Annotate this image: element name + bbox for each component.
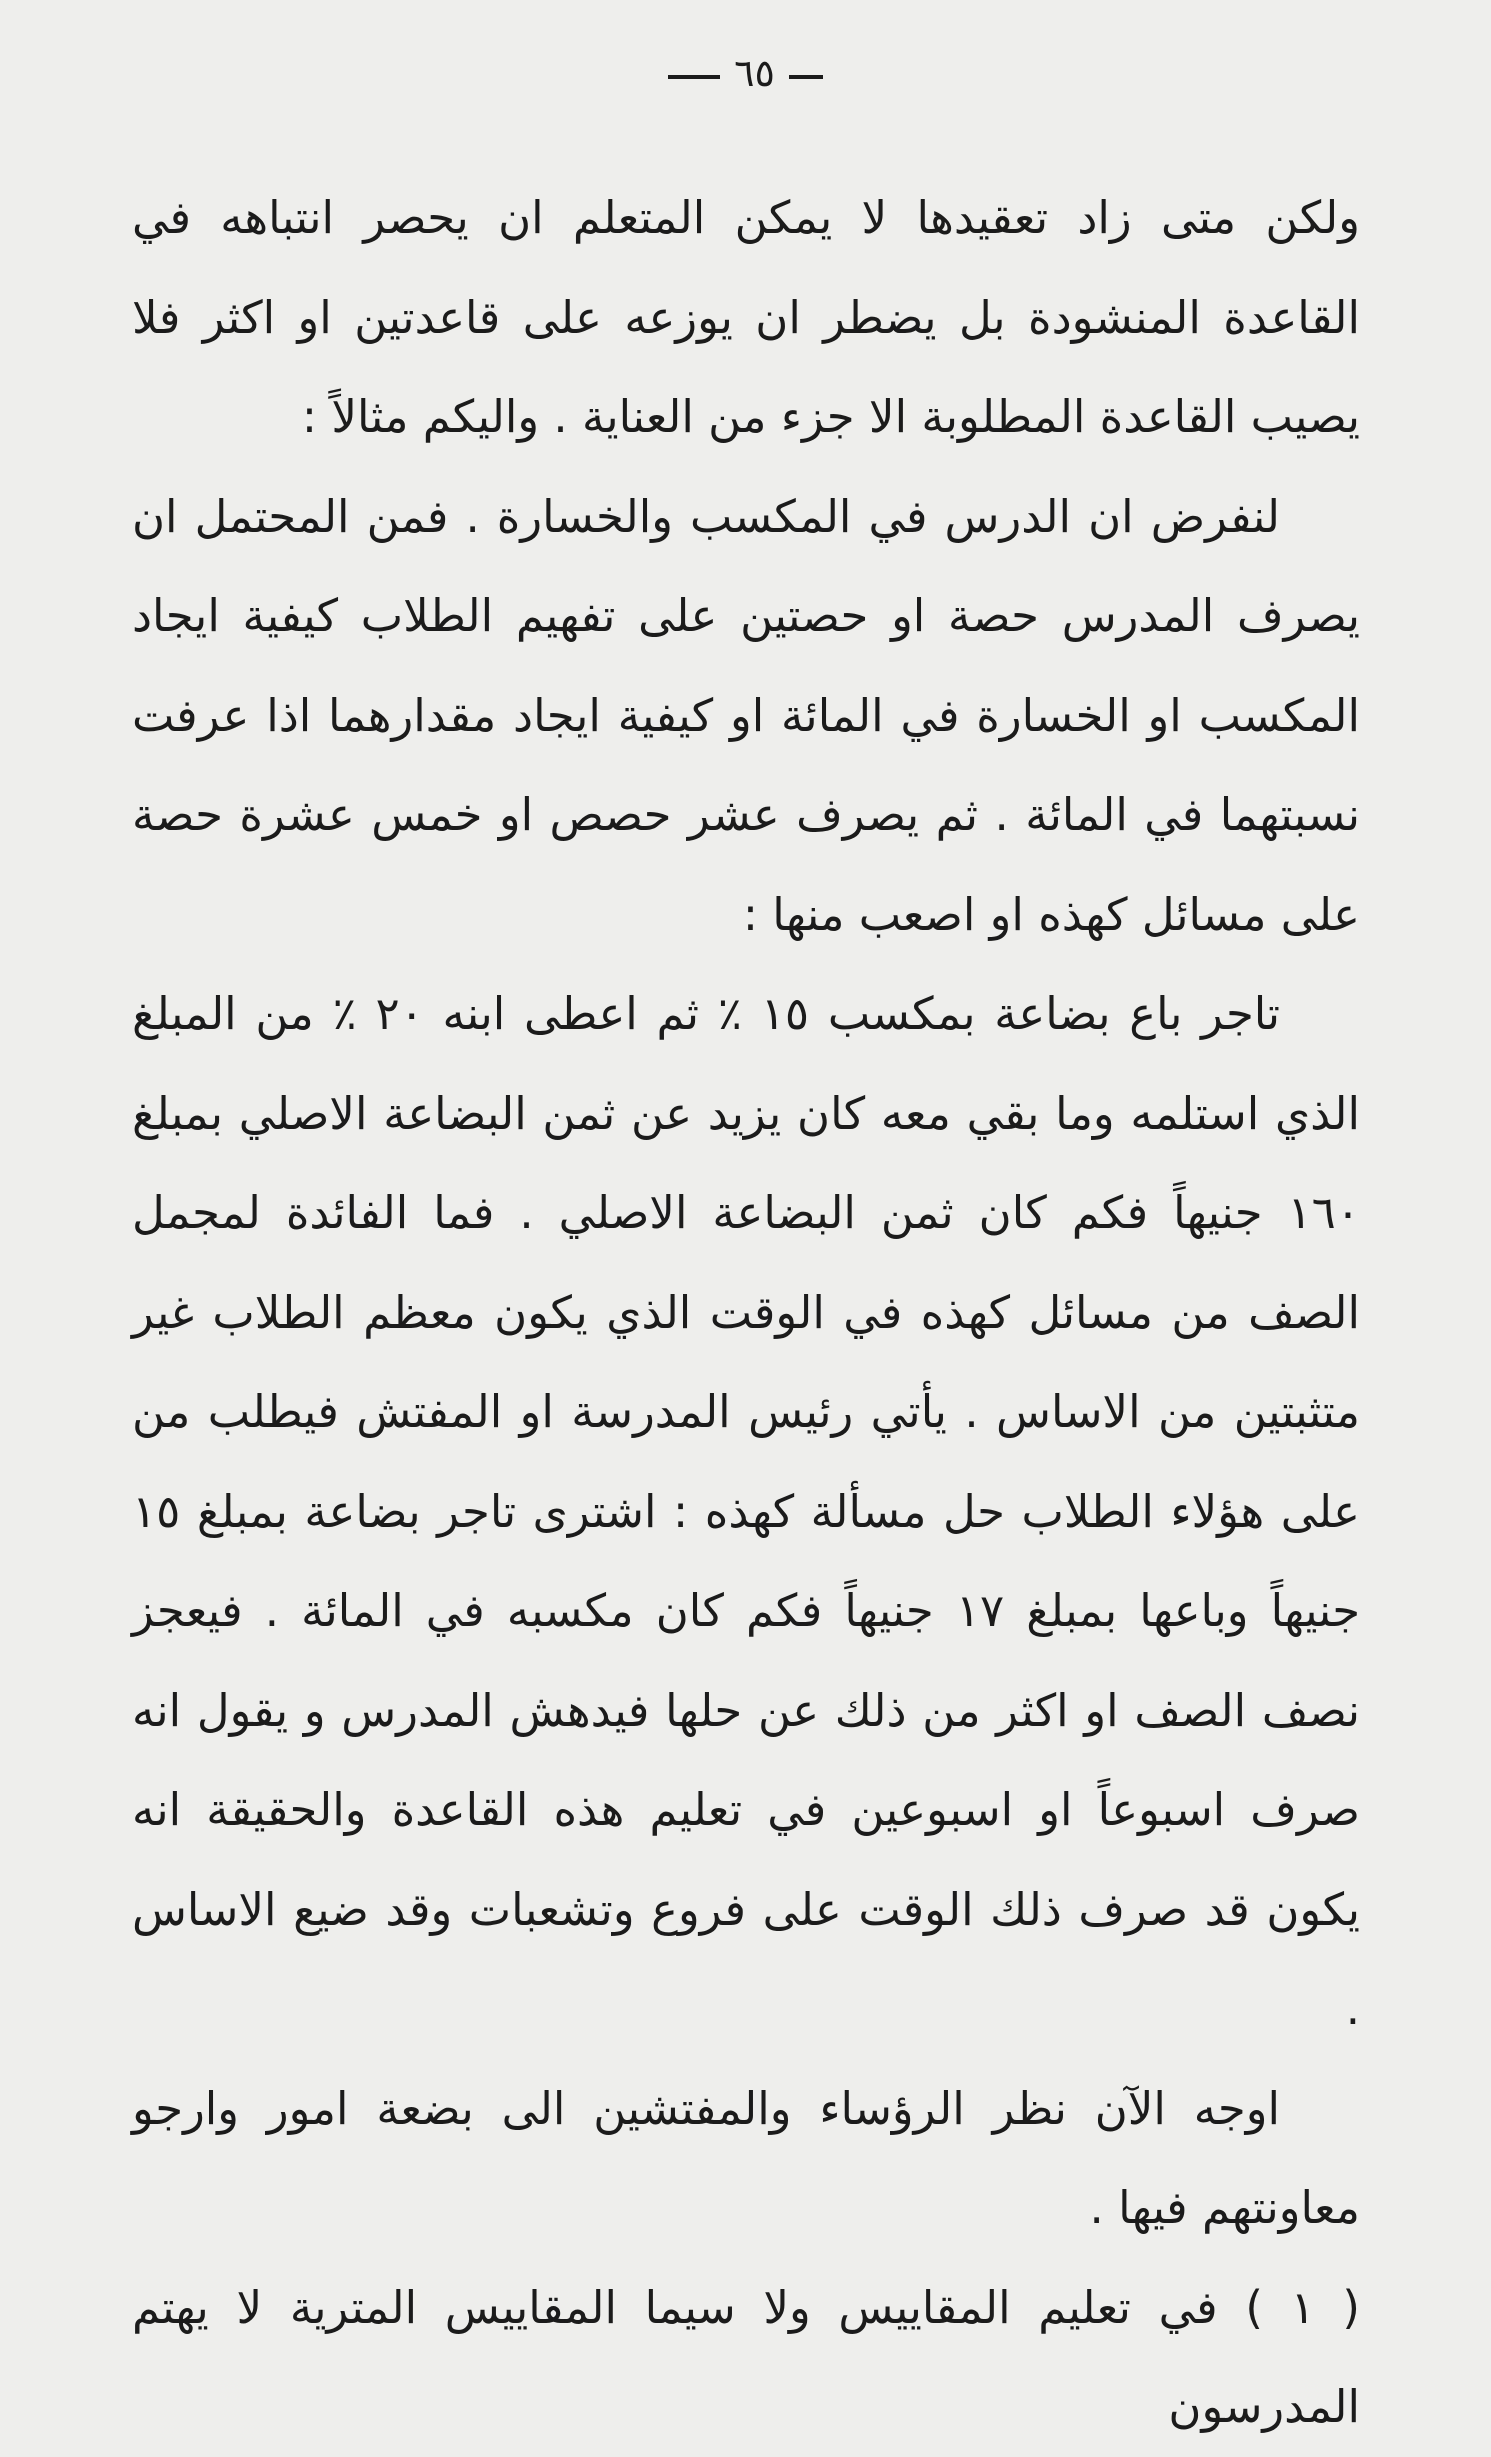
page-number <box>0 48 1491 98</box>
page-number-dash <box>668 75 720 79</box>
paragraph: ولكن متى زاد تعقيدها لا يمكن المتعلم ان يحصر انتباهه في القاعدة المنشودة بل يضطر ان يوزعه على قاعدتين او اكثر فلا يصيب القاعدة المطلوبة الا جزء من العناية . واليكم مثالاً : <box>132 191 1360 443</box>
paragraph: اوجه الآن نظر الرؤساء والمفتشين الى بضعة امور وارجو معاونتهم فيها . <box>132 2081 1360 2234</box>
page-number-dash <box>789 75 823 79</box>
list-item <box>132 2258 1360 2457</box>
paragraph: تاجر باع بضاعة بمكسب ١٥ ٪ ثم اعطى ابنه ٢٠ ٪ من المبلغ الذي استلمه وما بقي معه كان يزيد عن ثمن البضاعة الاصلي بمبلغ ١٦٠ جنيهاً فكم كان ثمن البضاعة الاصلي . فما الفائدة لمجمل الصف من مسائل كهذه في الوقت الذي يكون معظم الطلاب غير متثبتين من الاساس . يأتي رئيس المدرسة او المفتش فيطلب من على هؤلاء الطلاب حل مسألة كهذه : اشترى تاجر بضاعة بمبلغ ١٥ جنيهاً وباعها بمبلغ ١٧ جنيهاً فكم كان مكسبه في المائة . فيعجز نصف الصف او اكثر من ذلك عن حلها فيدهش المدرس و يقول انه صرف اسبوعاً او اسبوعين في تعليم هذه القاعدة والحقيقة انه يكون قد صرف ذلك الوقت على فروع وتشعبات وقد ضيع الاساس . <box>132 987 1361 2035</box>
list-item-marker: ( ١ ) <box>1245 2280 1360 2334</box>
body-text <box>132 168 1360 2457</box>
page-number-text: ٦٥ <box>734 51 775 95</box>
paragraph: لنفرض ان الدرس في المكسب والخسارة . فمن المحتمل ان يصرف المدرس حصة او حصتين على تفهيم الطلاب كيفية ايجاد المكسب او الخسارة في المائة او كيفية ايجاد مقدارهما اذا عرفت نسبتهما في المائة . ثم يصرف عشر حصص او خمس عشرة حصة على مسائل كهذه او اصعب منها : <box>132 489 1360 941</box>
list-item-text: في تعليم المقاييس ولا سيما المقاييس المترية لا يهتم المدرسون <box>132 2280 1360 2433</box>
